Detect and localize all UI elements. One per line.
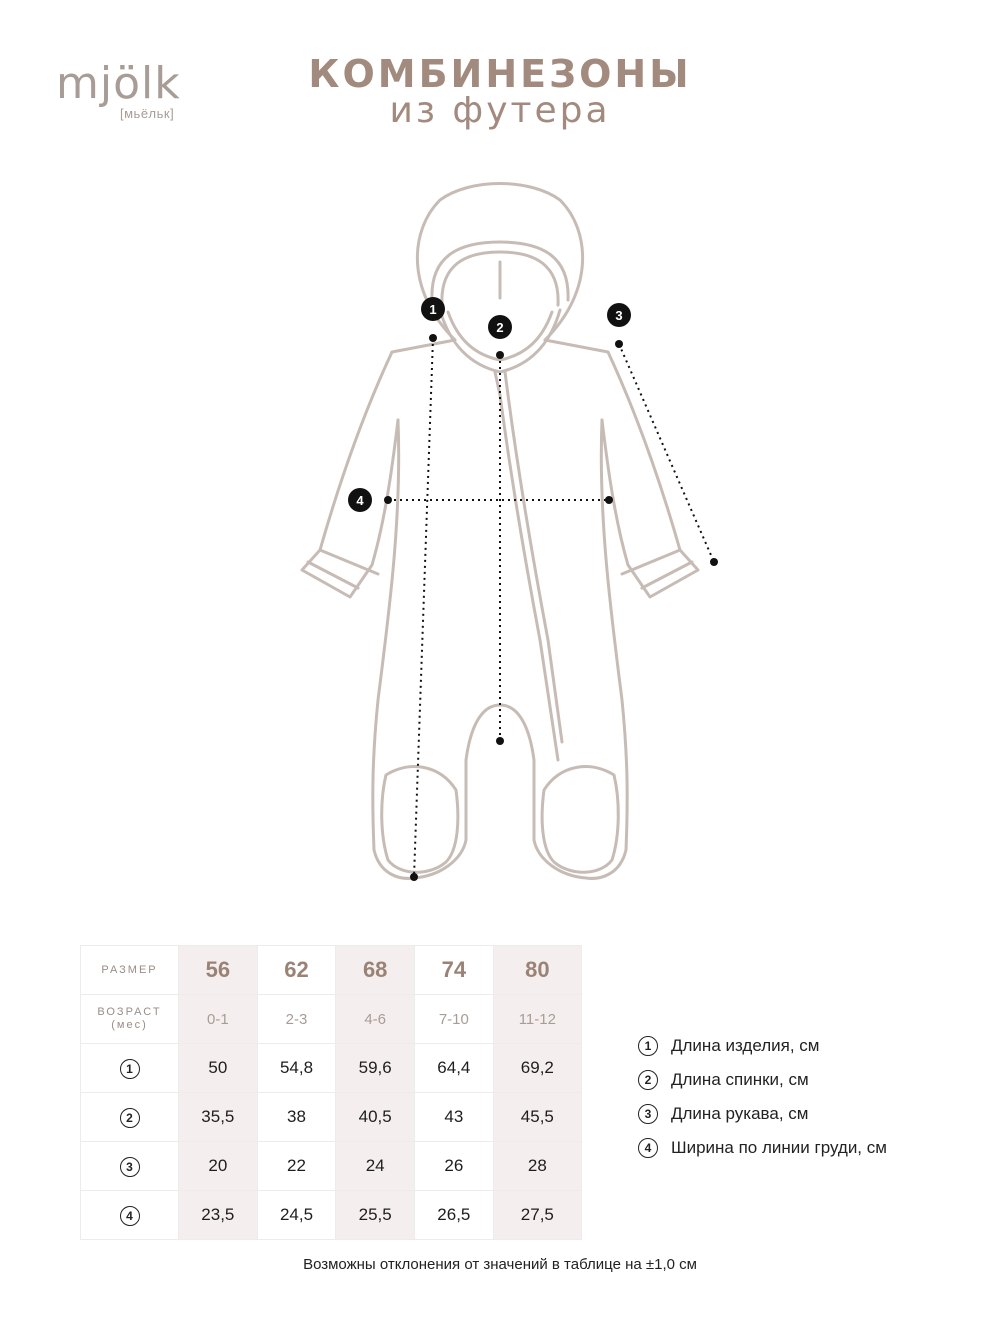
marker-2-label: 2	[496, 320, 504, 335]
page-subtitle: из футера	[389, 90, 611, 131]
value-cell: 54,8	[257, 1044, 336, 1093]
value-cell: 22	[257, 1142, 336, 1191]
marker-1-icon: 1	[638, 1036, 658, 1056]
size-cell: 62	[257, 946, 336, 995]
logo-subtext: [мьёльк]	[120, 106, 175, 121]
age-header	[81, 995, 179, 1044]
marker-1-icon: 1	[120, 1059, 140, 1079]
measure-point	[384, 496, 392, 504]
value-cell: 24,5	[257, 1191, 336, 1240]
value-cell: 24	[336, 1142, 415, 1191]
age-cell: 2-3	[257, 995, 336, 1044]
left-foot	[374, 705, 500, 878]
page-title: КОМБИНЕЗОНЫ	[308, 52, 692, 96]
marker-3-icon: 3	[638, 1104, 658, 1124]
table-row	[81, 1191, 582, 1240]
size-cell: 56	[179, 946, 258, 995]
measure-point	[410, 873, 418, 881]
age-header-line2: (мес)	[111, 1019, 148, 1031]
size-cell: 74	[415, 946, 494, 995]
legend-label: Длина спинки, см	[671, 1070, 809, 1089]
value-cell: 69,2	[493, 1044, 581, 1093]
right-shoulder	[545, 340, 608, 352]
left-sleeve	[302, 352, 398, 597]
table-row	[81, 1142, 582, 1191]
body-left-side	[373, 420, 399, 850]
right-cuff	[622, 550, 680, 574]
marker-1-label: 1	[429, 302, 437, 317]
legend-item	[638, 1063, 887, 1097]
zipper	[495, 372, 558, 760]
logo-text: mjölk	[56, 58, 181, 109]
measurement-legend	[638, 1029, 887, 1165]
value-cell: 35,5	[179, 1093, 258, 1142]
value-cell: 23,5	[179, 1191, 258, 1240]
value-cell: 26,5	[415, 1191, 494, 1240]
left-cuff	[320, 550, 378, 574]
left-shoulder	[392, 340, 455, 352]
size-table	[80, 945, 582, 1240]
legend-label: Длина изделия, см	[671, 1036, 820, 1055]
marker-2-icon: 2	[120, 1108, 140, 1128]
legend-label: Длина рукава, см	[671, 1104, 809, 1123]
measure-line-3	[619, 344, 714, 562]
value-cell: 64,4	[415, 1044, 494, 1093]
marker-4-label: 4	[356, 493, 364, 508]
value-cell: 59,6	[336, 1044, 415, 1093]
value-cell: 43	[415, 1093, 494, 1142]
table-row-sizes	[81, 946, 582, 995]
legend-item	[638, 1097, 887, 1131]
table-row	[81, 1044, 582, 1093]
right-sleeve	[602, 352, 698, 597]
value-cell: 50	[179, 1044, 258, 1093]
legend-label: Ширина по линии груди, см	[671, 1138, 887, 1157]
legend-item	[638, 1029, 887, 1063]
legend-item	[638, 1131, 887, 1165]
measure-point	[496, 351, 504, 359]
marker-4-icon: 4	[638, 1138, 658, 1158]
marker-3-label: 3	[615, 308, 623, 323]
marker-3-icon: 3	[120, 1157, 140, 1177]
marker-3	[607, 303, 631, 327]
age-cell: 0-1	[179, 995, 258, 1044]
row-marker	[81, 1044, 179, 1093]
row-marker	[81, 1142, 179, 1191]
measure-line-1	[414, 338, 433, 877]
measure-point	[710, 558, 718, 566]
age-header-line1: ВОЗРАСТ	[97, 1006, 162, 1018]
value-cell: 45,5	[493, 1093, 581, 1142]
size-header: РАЗМЕР	[81, 946, 179, 995]
age-cell: 4-6	[336, 995, 415, 1044]
table-row	[81, 1093, 582, 1142]
age-cell: 11-12	[493, 995, 581, 1044]
size-cell: 68	[336, 946, 415, 995]
table-row-ages	[81, 995, 582, 1044]
value-cell: 20	[179, 1142, 258, 1191]
age-cell: 7-10	[415, 995, 494, 1044]
measure-point	[615, 340, 623, 348]
right-foot	[500, 705, 626, 878]
row-marker	[81, 1093, 179, 1142]
marker-1	[421, 297, 445, 321]
value-cell: 38	[257, 1093, 336, 1142]
tolerance-note: Возможны отклонения от значений в таблице на ±1,0 см	[303, 1256, 697, 1273]
body-right-side	[601, 420, 627, 850]
marker-2-icon: 2	[638, 1070, 658, 1090]
value-cell: 26	[415, 1142, 494, 1191]
value-cell: 27,5	[493, 1191, 581, 1240]
measure-point	[496, 737, 504, 745]
value-cell: 25,5	[336, 1191, 415, 1240]
marker-4	[348, 488, 372, 512]
measure-point	[429, 334, 437, 342]
size-cell: 80	[493, 946, 581, 995]
row-marker	[81, 1191, 179, 1240]
marker-2	[488, 315, 512, 339]
value-cell: 40,5	[336, 1093, 415, 1142]
marker-4-icon: 4	[120, 1206, 140, 1226]
value-cell: 28	[493, 1142, 581, 1191]
measure-point	[605, 496, 613, 504]
